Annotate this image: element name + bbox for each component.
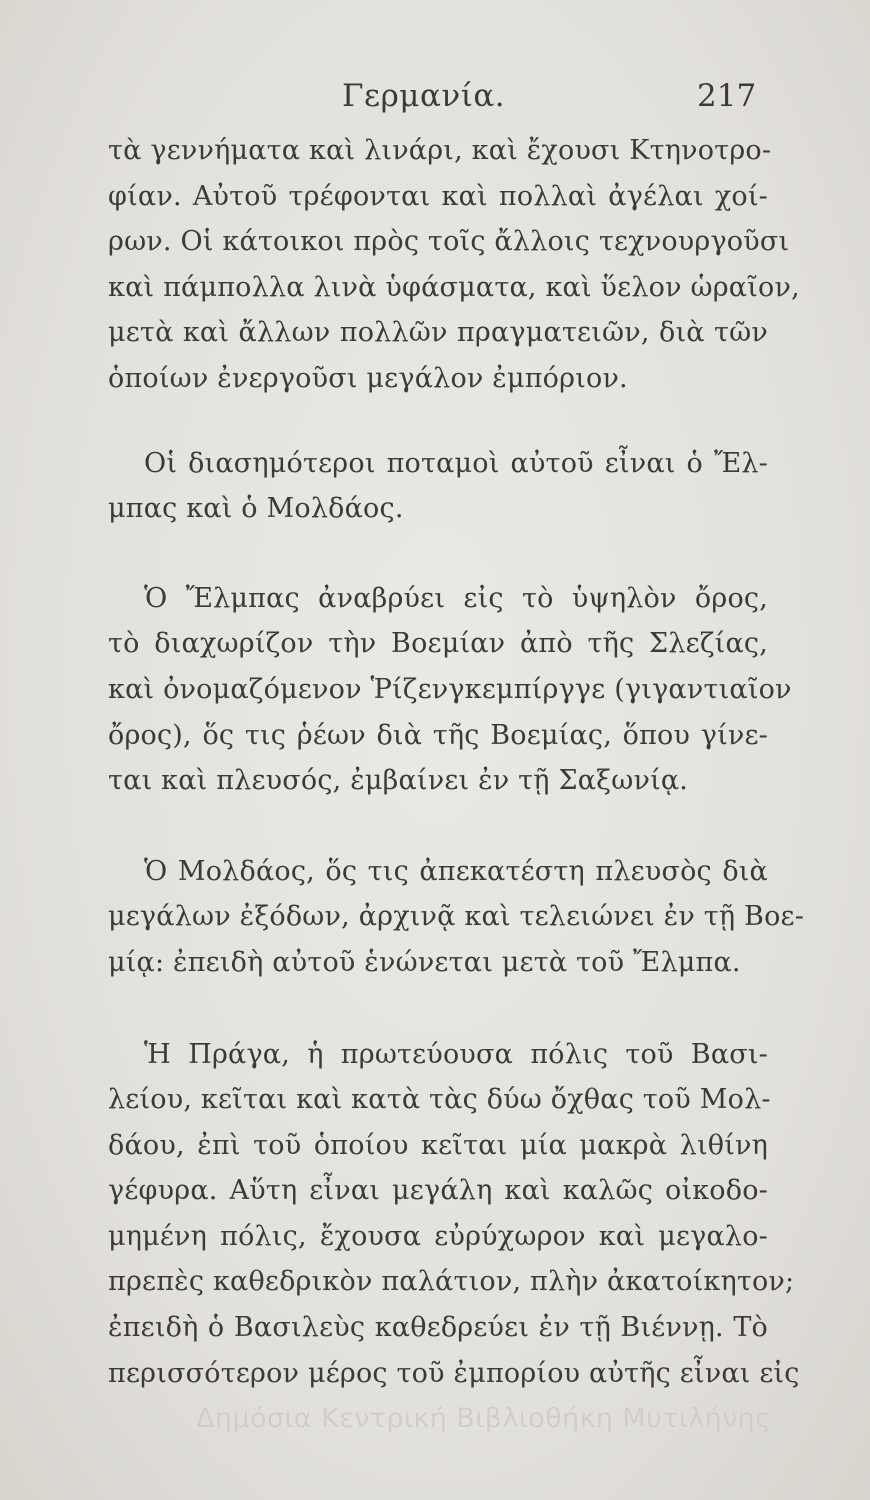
text-line: μίᾳ: ἐπειδὴ αὐτοῦ ἑνώνεται μετὰ τοῦ Ἔλμπα. [108, 946, 741, 978]
paragraph-rivers [108, 441, 768, 532]
text-line: Ἡ Πράγα, ἡ πρωτεύουσα πόλις τοῦ Βασι- [144, 1038, 768, 1070]
text-line: ται καὶ πλευσός, ἐμβαίνει ἐν τῇ Σαξωνίᾳ. [108, 765, 689, 797]
paragraph-agriculture [108, 128, 800, 402]
text-line: δάου, ἐπὶ τοῦ ὁποίου κεῖται μία μακρὰ λιθίνη [108, 1129, 768, 1161]
text-line: γέφυρα. Αὕτη εἶναι μεγάλη καὶ καλῶς οἰκοδο- [108, 1175, 768, 1207]
running-title: Γερμανία. [342, 78, 506, 114]
text-line: Ὁ Ἔλμπας ἀναβρύει εἰς τὸ ὑψηλὸν ὄρος, [144, 582, 768, 614]
text-line: μπας καὶ ὁ Μολδάος. [108, 493, 404, 525]
text-line: μεγάλων ἐξόδων, ἀρχινᾷ καὶ τελειώνει ἐν τῇ Βοε- [108, 901, 805, 933]
text-line: τὸ διαχωρίζον τὴν Βοεμίαν ἀπὸ τῆς Σλεζίας, [108, 628, 768, 660]
text-line: ὁποίων ἐνεργοῦσι μεγάλον ἐμπόριον. [108, 362, 628, 394]
body-text [108, 128, 805, 1396]
text-line: Ὁ Μολδάος, ὅς τις ἀπεκατέστη πλευσὸς διὰ [144, 855, 768, 887]
paragraph-prague [108, 1032, 800, 1397]
text-line: ὄρος), ὅς τις ῥέων διὰ τῆς Βοεμίας, ὅπου γίνε- [108, 719, 768, 751]
text-line: καὶ ὀνομαζόμενον Ῥίζενγκεμπίργγε (γιγαντιαῖον [108, 673, 792, 705]
running-head [0, 78, 870, 128]
text-line: περισσότερον μέρος τοῦ ἐμπορίου αὐτῆς εἶναι εἰς [108, 1357, 800, 1389]
library-watermark: Δημόσια Κεντρική Βιβλιοθήκη Μυτιλήνης [196, 1403, 772, 1434]
text-line: ρων. Οἱ κάτοικοι πρὸς τοῖς ἄλλοις τεχνουργοῦσι [108, 226, 790, 258]
paragraph-moldau [108, 849, 805, 986]
text-line: φίαν. Αὐτοῦ τρέφονται καὶ πολλαὶ ἀγέλαι χοί- [108, 180, 768, 212]
text-line: τὰ γεννήματα καὶ λινάρι, καὶ ἔχουσι Κτηνοτρο- [108, 135, 772, 166]
text-line: ἐπειδὴ ὁ Βασιλεὺς καθεδρεύει ἐν τῇ Βιέννῃ. Τὸ [108, 1312, 768, 1344]
page-number: 217 [697, 78, 757, 114]
paragraph-elbe [108, 576, 792, 804]
text-line: μημένη πόλις, ἔχουσα εὐρύχωρον καὶ μεγαλο- [108, 1220, 768, 1252]
text-line: καὶ πάμπολλα λινὰ ὑφάσματα, καὶ ὕελον ὡραῖον, [108, 271, 800, 303]
text-line: λείου, κεῖται καὶ κατὰ τὰς δύω ὄχθας τοῦ Μολ- [108, 1084, 771, 1116]
text-line: πρεπὲς καθεδρικὸν παλάτιον, πλὴν ἀκατοίκητον; [108, 1266, 795, 1298]
text-line: μετὰ καὶ ἄλλων πολλῶν πραγματειῶν, διὰ τῶν [108, 317, 768, 349]
text-line: Οἱ διασημότεροι ποταμοὶ αὐτοῦ εἶναι ὁ Ἔλ- [144, 447, 768, 479]
